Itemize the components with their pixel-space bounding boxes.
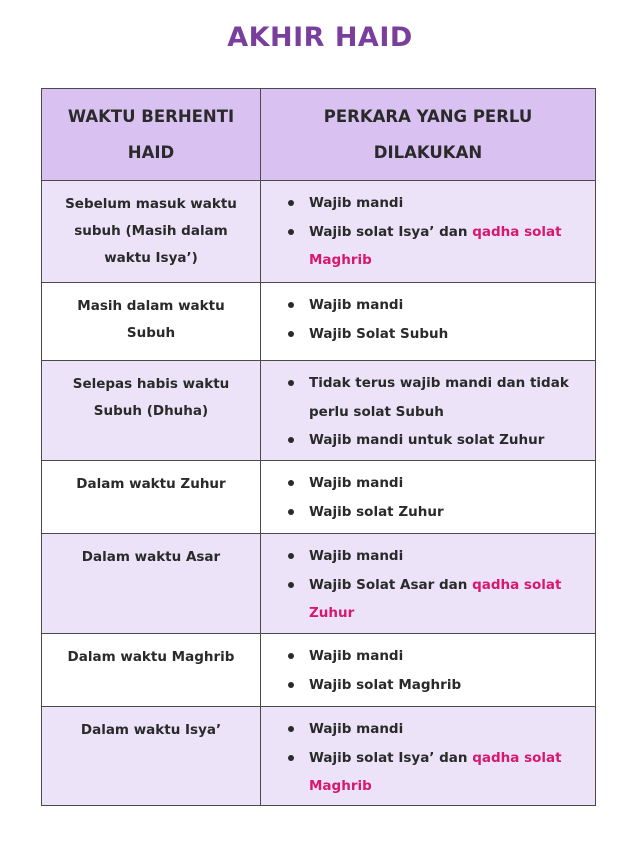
bullet-icon [288, 509, 294, 515]
stop-time-line: Dalam waktu Maghrib [67, 649, 235, 665]
table-row [42, 361, 596, 461]
bullet-icon [288, 331, 294, 337]
action-item [261, 291, 587, 320]
stop-time-line: Subuh [126, 325, 176, 341]
stop-time-line: waktu Isya’) [104, 250, 198, 266]
actions-cell [261, 283, 596, 361]
stop-time-cell [42, 534, 261, 634]
actions-cell [261, 634, 596, 707]
header-col2-line1: PERKARA YANG PERLU [323, 106, 533, 126]
table-header [42, 89, 596, 181]
action-text: Wajib mandi [309, 195, 404, 211]
action-item [261, 189, 587, 218]
bullet-icon [288, 302, 294, 308]
action-item [261, 320, 587, 349]
action-text: Wajib solat Zuhur [309, 503, 444, 520]
stop-time-cell [42, 461, 261, 534]
action-text: Wajib mandi [309, 548, 404, 564]
stop-time-line: Subuh (Dhuha) [93, 403, 209, 419]
action-item [261, 498, 587, 527]
stop-time-line: Dalam waktu Asar [81, 549, 221, 565]
table-row [42, 181, 596, 283]
qadha-highlight: qadha solat Maghrib [309, 749, 562, 794]
actions-list [261, 469, 587, 526]
stop-time-cell [42, 634, 261, 707]
bullet-icon [288, 653, 294, 659]
bullet-icon [288, 437, 294, 443]
action-text: Wajib mandi [309, 721, 404, 737]
action-text: Wajib solat Isya’ dan [309, 223, 473, 240]
action-text: Wajib solat Isya’ dan [309, 749, 473, 766]
header-perkara-yang-perlu-dilakukan [261, 89, 596, 181]
action-text: Wajib mandi untuk solat Zuhur [309, 432, 545, 448]
table-body [42, 181, 596, 806]
header-col1-line1: WAKTU BERHENTI [67, 106, 235, 126]
action-text: Wajib mandi [309, 297, 404, 313]
qadha-highlight: qadha solat Zuhur [309, 576, 562, 621]
stop-time-cell [42, 283, 261, 361]
actions-list [261, 542, 587, 628]
actions-list [261, 189, 587, 275]
actions-list [261, 291, 587, 348]
table-row [42, 461, 596, 534]
action-item [261, 671, 587, 700]
action-item [261, 469, 587, 498]
header-col1-line2: HAID [127, 142, 175, 162]
stop-time-line: Selepas habis waktu [72, 376, 230, 392]
action-item [261, 571, 587, 628]
action-item [261, 744, 587, 801]
haid-table [41, 88, 596, 806]
stop-time-line: Masih dalam waktu [77, 298, 225, 314]
stop-time-cell [42, 181, 261, 283]
bullet-icon [288, 200, 294, 206]
page-title: AKHIR HAID [227, 22, 413, 53]
actions-cell [261, 461, 596, 534]
action-text: Wajib Solat Subuh [309, 325, 449, 342]
stop-time-line: Dalam waktu Isya’ [80, 722, 222, 738]
action-item [261, 542, 587, 571]
actions-list [261, 715, 587, 801]
table-row [42, 634, 596, 707]
action-text: Wajib mandi [309, 475, 404, 491]
bullet-icon [288, 755, 294, 761]
stop-time-line: Dalam waktu Zuhur [76, 476, 226, 492]
actions-cell [261, 361, 596, 461]
table-row [42, 707, 596, 806]
actions-list [261, 369, 587, 455]
action-text: Tidak terus wajib mandi dan tidak perlu solat Subuh [309, 375, 569, 420]
header-waktu-berhenti-haid [42, 89, 261, 181]
action-text: Wajib solat Maghrib [309, 676, 462, 693]
action-text: Wajib mandi [309, 648, 404, 664]
action-item [261, 426, 587, 455]
stop-time-line: subuh (Masih dalam [74, 223, 228, 239]
actions-cell [261, 534, 596, 634]
bullet-icon [288, 480, 294, 486]
action-item [261, 218, 587, 275]
actions-cell [261, 707, 596, 806]
table-row [42, 283, 596, 361]
bullet-icon [288, 229, 294, 235]
stop-time-line: Sebelum masuk waktu [65, 196, 237, 212]
actions-list [261, 642, 587, 699]
action-item [261, 642, 587, 671]
action-item [261, 369, 587, 426]
table-row [42, 534, 596, 634]
qadha-highlight: qadha solat Maghrib [309, 223, 562, 268]
bullet-icon [288, 380, 294, 386]
action-item [261, 715, 587, 744]
bullet-icon [288, 553, 294, 559]
bullet-icon [288, 726, 294, 732]
bullet-icon [288, 582, 294, 588]
bullet-icon [288, 682, 294, 688]
stop-time-cell [42, 361, 261, 461]
header-col2-line2: DILAKUKAN [373, 142, 483, 162]
action-text: Wajib Solat Asar dan [309, 576, 473, 593]
actions-cell [261, 181, 596, 283]
stop-time-cell [42, 707, 261, 806]
